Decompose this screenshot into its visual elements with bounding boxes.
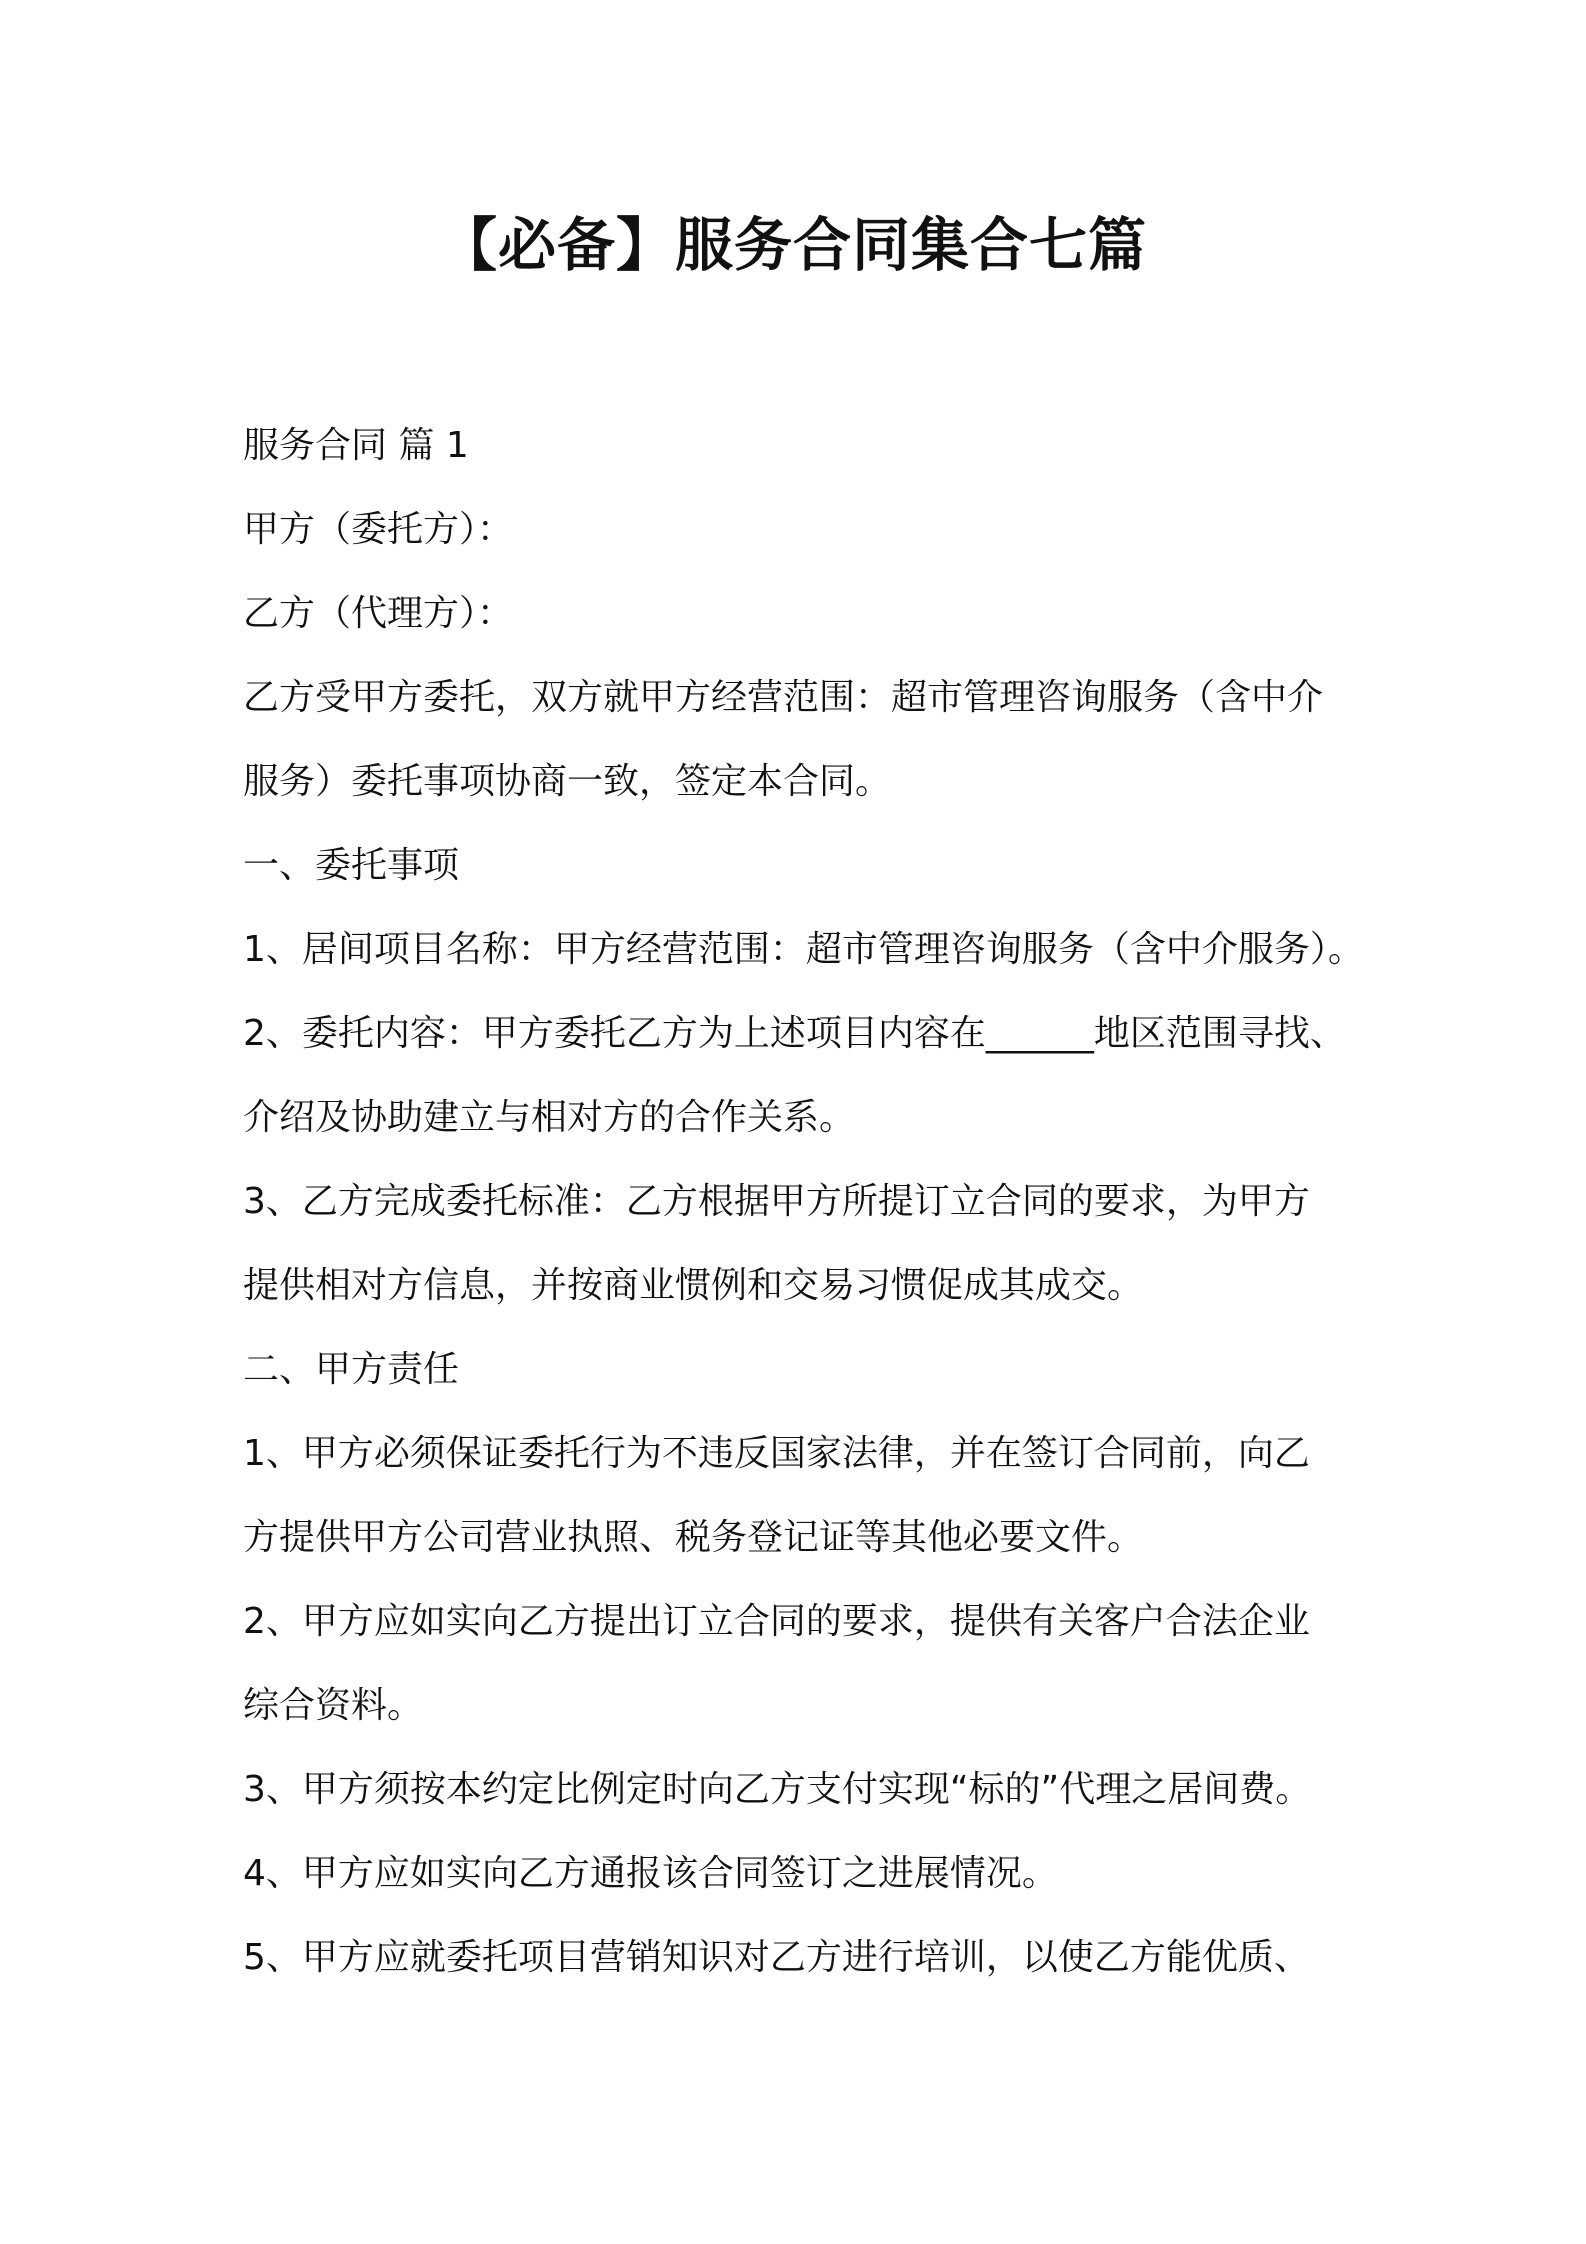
paragraph-line: 3、乙方完成委托标准：乙方根据甲方所提订立合同的要求，为甲方 [243, 1181, 1310, 1222]
paragraph-line: 1、居间项目名称：甲方经营范围：超市管理咨询服务（含中介服务）。 [243, 929, 1364, 970]
paragraph-line: 乙方受甲方委托，双方就甲方经营范围：超市管理咨询服务（含中介 [243, 677, 1324, 718]
paragraph-line: 3、甲方须按本约定比例定时向乙方支付实现“标的”代理之居间费。 [243, 1769, 1312, 1810]
paragraph-line: 5、甲方应就委托项目营销知识对乙方进行培训，以使乙方能优质、 [243, 1937, 1310, 1978]
document-title: 【必备】服务合同集合七篇 [438, 211, 1147, 279]
paragraph-line: 综合资料。 [243, 1685, 424, 1726]
clause-heading: 二、甲方责任 [243, 1349, 460, 1390]
document-body [243, 404, 1373, 2000]
paragraph-line: 服务）委托事项协商一致，签定本合同。 [243, 761, 892, 802]
paragraph-line: 2、甲方应如实向乙方提出订立合同的要求，提供有关客户合法企业 [243, 1601, 1310, 1642]
clause-heading: 一、委托事项 [243, 845, 460, 886]
paragraph-line: 1、甲方必须保证委托行为不违反国家法律，并在签订合同前，向乙 [243, 1433, 1310, 1474]
paragraph-line: 2、委托内容：甲方委托乙方为上述项目内容在______地区范围寻找、 [243, 1013, 1346, 1054]
paragraph-line: 介绍及协助建立与相对方的合作关系。 [243, 1097, 856, 1138]
party-b-line: 乙方（代理方）： [243, 593, 514, 634]
paragraph-line: 4、甲方应如实向乙方通报该合同签订之进展情况。 [243, 1853, 1058, 1894]
section-heading: 服务合同 篇 1 [243, 425, 469, 466]
paragraph-line: 方提供甲方公司营业执照、税务登记证等其他必要文件。 [243, 1517, 1144, 1558]
paragraph-line: 提供相对方信息，并按商业惯例和交易习惯促成其成交。 [243, 1265, 1144, 1306]
party-a-line: 甲方（委托方）： [243, 509, 514, 550]
